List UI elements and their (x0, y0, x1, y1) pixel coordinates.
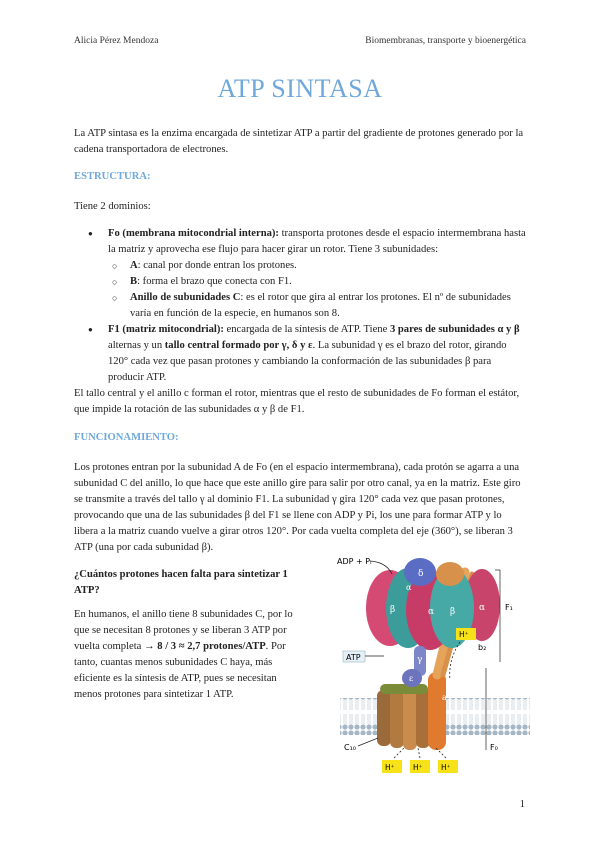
structure-closing: El tallo central y el anillo c forman el rotor, mientras que el resto de subunidades de Fo forman el estátor, que impide la rotación de las subunidades α y β de F1. (74, 388, 520, 415)
alpha-label-2: α (428, 607, 435, 617)
question-text-1: En humanos, el anillo tiene 8 subunidades C, por lo que se necesitan 8 protones y se liberan 3 ATP por vuelta completa → (74, 609, 293, 652)
domain-f1 (74, 322, 528, 386)
beta-label-2: β (450, 607, 456, 617)
fo-sub-b-text: : forma el brazo que conecta con F1. (137, 276, 292, 287)
question-heading: ¿Cuántos protones hacen falta para sintetizar 1 ATP? (74, 569, 288, 596)
header-subject: Biomembranas, transporte y bioenergética (365, 36, 526, 46)
f1-title: F1 (matriz mitocondrial): (108, 324, 224, 335)
f1-bold-2: tallo central formado por γ, δ y ε (164, 340, 313, 351)
fo-sub-a (108, 258, 528, 274)
function-heading: FUNCIONAMIENTO: (74, 432, 179, 443)
fo-title: Fo (membrana mitocondrial interna): (108, 228, 279, 239)
function-paragraph: Los protones entran por la subunidad A de Fo (en el espacio intermembrana), cada protón se agarra a una subunidad C del anillo, lo que hace que este anillo gire para salir por otro canal, ya en la matriz. Este giro se transmite a través del tallo γ al dominio F1. La subunidad γ gira 120° cada vez que pasan protones, provocando que una de las subunidades β del F1 se llene con ADP y Pi, los une para formar ATP y lo libera a la matriz cuando vuelve a girar otros 120°. Por cada vuelta completa del eje (360°), se liberan 3 ATP (una por cada subunidad β). (74, 462, 521, 553)
alpha-label-1: α (406, 583, 412, 592)
f1-text-2: alternas y un (108, 340, 165, 351)
structure-heading: ESTRUCTURA: (74, 171, 151, 182)
f1-label: F₁ (505, 603, 513, 612)
epsilon-label: ε (409, 674, 414, 683)
hplus-label-3: H⁺ (441, 763, 451, 772)
page-title: ATP SINTASA (217, 74, 383, 103)
fo-sub-c-text: : es el rotor que gira al entrar los protones. El nº de subunidades varía en función de la especie, en humanos son 8. (130, 292, 511, 319)
page-number: 1 (519, 799, 525, 810)
a-label: a (442, 693, 447, 702)
b2-label: b₂ (478, 643, 487, 652)
hplus-label-top: H⁺ (459, 630, 469, 639)
beta-label-1: β (390, 605, 396, 615)
domain-list (74, 226, 528, 386)
hplus-label-2: H⁺ (413, 763, 423, 772)
fo-sub-c-label: Anillo de subunidades C (130, 292, 241, 303)
fo-sub-b-label: B (130, 276, 138, 287)
adp-pi-label: ADP + Pᵢ (337, 557, 372, 566)
fo-sub-a-label: A (130, 260, 138, 271)
question-ratio: 8 / 3 ≈ 2,7 protones/ATP (157, 641, 266, 652)
domain-fo (74, 226, 528, 322)
delta-label: δ (418, 569, 424, 579)
fo-sub-b (108, 274, 528, 290)
header-author: Alicia Pérez Mendoza (74, 36, 159, 46)
a-subunit (428, 672, 446, 750)
atp-label: ATP (346, 653, 361, 662)
f1-bold-1: 3 pares de subunidades α y β (389, 324, 520, 335)
alpha-label-3: α (479, 603, 486, 613)
f1-text-3: . La subunidad γ es el brazo del rotor, girando 120° cada vez que pasan protones y cambiando la conformación de las subunidades β para producir ATP. (108, 340, 507, 383)
c-ring (377, 684, 430, 750)
structure-lead: Tiene 2 dominios: (74, 201, 151, 212)
fo-sub-c (108, 290, 528, 322)
question-paragraph (74, 607, 302, 703)
intro-paragraph: La ATP sintasa es la enzima encargada de sintetizar ATP a partir del gradiente de protones generado por la cadena transportadora de electrones. (74, 128, 524, 155)
fo-label: F₀ (490, 743, 498, 752)
gamma-label: γ (417, 655, 423, 665)
c10-label: C₁₀ (344, 743, 356, 752)
f1-text-1: encargada de la síntesis de ATP. Tiene (223, 324, 390, 335)
hplus-label-1: H⁺ (385, 763, 395, 772)
fo-sub-a-text: : canal por donde entran los protones. (137, 260, 297, 271)
fo-subunits (108, 258, 528, 322)
fo-text: transporta protones desde el espacio intermembrana hasta la matriz y aprovecha ese flujo para hacer girar un rotor. Tiene 3 subunidades: (108, 228, 526, 255)
question-text-2: . Por tanto, cuantas menos subunidades C haya, más eficiente es la síntesis de ATP, pues se necesitan menos protones para sintetizar 1 ATP. (74, 641, 286, 700)
atp-synthase-figure (300, 550, 530, 782)
